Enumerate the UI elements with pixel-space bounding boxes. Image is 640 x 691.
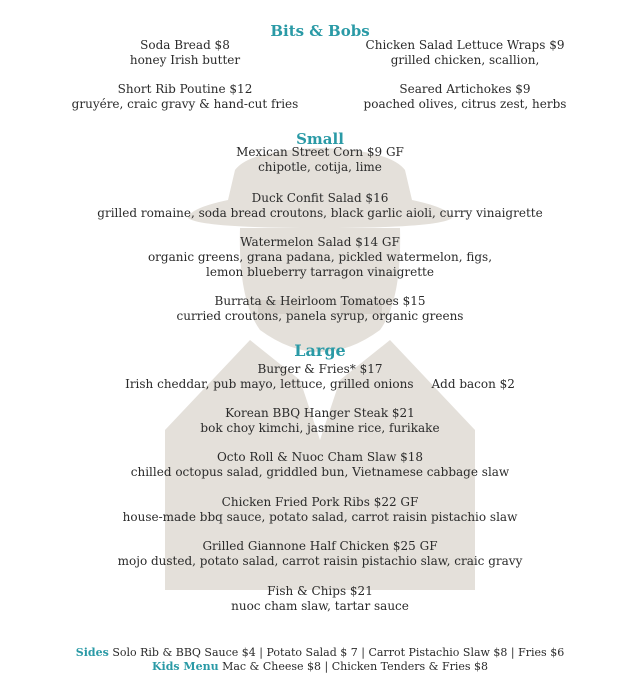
section-title-large: Large: [294, 341, 346, 360]
sides-text: Solo Rib & BBQ Sauce $4 | Potato Salad $ 7 | Carrot Pistachio Slaw $8 | Fries $6: [112, 646, 565, 659]
menu-item: [0, 294, 640, 324]
item-description: grilled chicken, scallion,: [390, 53, 540, 67]
section-title-bits-bobs: Bits & Bobs: [270, 22, 370, 40]
item-name: Octo Roll & Nuoc Cham Slaw $18: [216, 450, 424, 464]
item-name: Seared Artichokes $9: [399, 82, 531, 96]
item-description: mojo dusted, potato salad, carrot raisin pistachio slaw, craic gravy: [117, 554, 523, 568]
item-name: Korean BBQ Hanger Steak $21: [225, 406, 415, 420]
menu-item: [0, 145, 640, 175]
item-addon: Add bacon $2: [431, 377, 515, 391]
item-name: Duck Confit Salad $16: [251, 191, 389, 205]
menu-item: [0, 235, 640, 280]
kids-menu-text: Mac & Cheese $8 | Chicken Tenders & Fries $8: [222, 660, 489, 673]
item-name: Watermelon Salad $14 GF: [240, 235, 400, 249]
item-name: Burrata & Heirloom Tomatoes $15: [214, 294, 426, 308]
item-name: Soda Bread $8: [140, 38, 230, 52]
menu-item: [0, 539, 640, 569]
item-name: Mexican Street Corn $9 GF: [236, 145, 404, 159]
item-name: Short Rib Poutine $12: [117, 82, 253, 96]
item-name: Chicken Salad Lettuce Wraps $9: [365, 38, 565, 52]
menu-item: [60, 38, 310, 68]
kids-menu-line: [0, 660, 640, 674]
section-title-small: Small: [296, 130, 344, 148]
item-name: Grilled Giannone Half Chicken $25 GF: [202, 539, 438, 553]
item-description: chilled octopus salad, griddled bun, Vietnamese cabbage slaw: [130, 465, 510, 479]
menu-item: [0, 362, 640, 392]
menu-item: [60, 82, 310, 112]
item-description: bok choy kimchi, jasmine rice, furikake: [200, 421, 440, 435]
item-name: Burger & Fries* $17: [257, 362, 383, 376]
kids-menu-label: Kids Menu: [151, 660, 219, 673]
item-description: gruyére, craic gravy & hand-cut fries: [71, 97, 299, 111]
item-description: curried croutons, panela syrup, organic greens: [176, 309, 464, 323]
menu-item: [0, 191, 640, 221]
item-description: grilled romaine, soda bread croutons, black garlic aioli, curry vinaigrette: [97, 206, 543, 220]
item-description: nuoc cham slaw, tartar sauce: [231, 599, 409, 613]
item-description: house-made bbq sauce, potato salad, carrot raisin pistachio slaw: [122, 510, 518, 524]
menu-item: [0, 495, 640, 525]
item-description: organic greens, grana padana, pickled watermelon, figs,: [147, 250, 493, 264]
item-name: Chicken Fried Pork Ribs $22 GF: [221, 495, 419, 509]
menu-item: [0, 584, 640, 614]
menu-item: [330, 38, 600, 68]
menu-item: [0, 450, 640, 480]
sides-line: [0, 646, 640, 660]
menu-item: [0, 406, 640, 436]
item-description: honey Irish butter: [129, 53, 241, 67]
item-description: Irish cheddar, pub mayo, lettuce, grilled onions: [125, 377, 414, 391]
menu-item: [330, 82, 600, 112]
item-description: poached olives, citrus zest, herbs: [363, 97, 567, 111]
item-name: Fish & Chips $21: [267, 584, 373, 598]
item-description-line2: lemon blueberry tarragon vinaigrette: [206, 265, 434, 279]
sides-label: Sides: [75, 646, 109, 659]
item-description: chipotle, cotija, lime: [258, 160, 382, 174]
